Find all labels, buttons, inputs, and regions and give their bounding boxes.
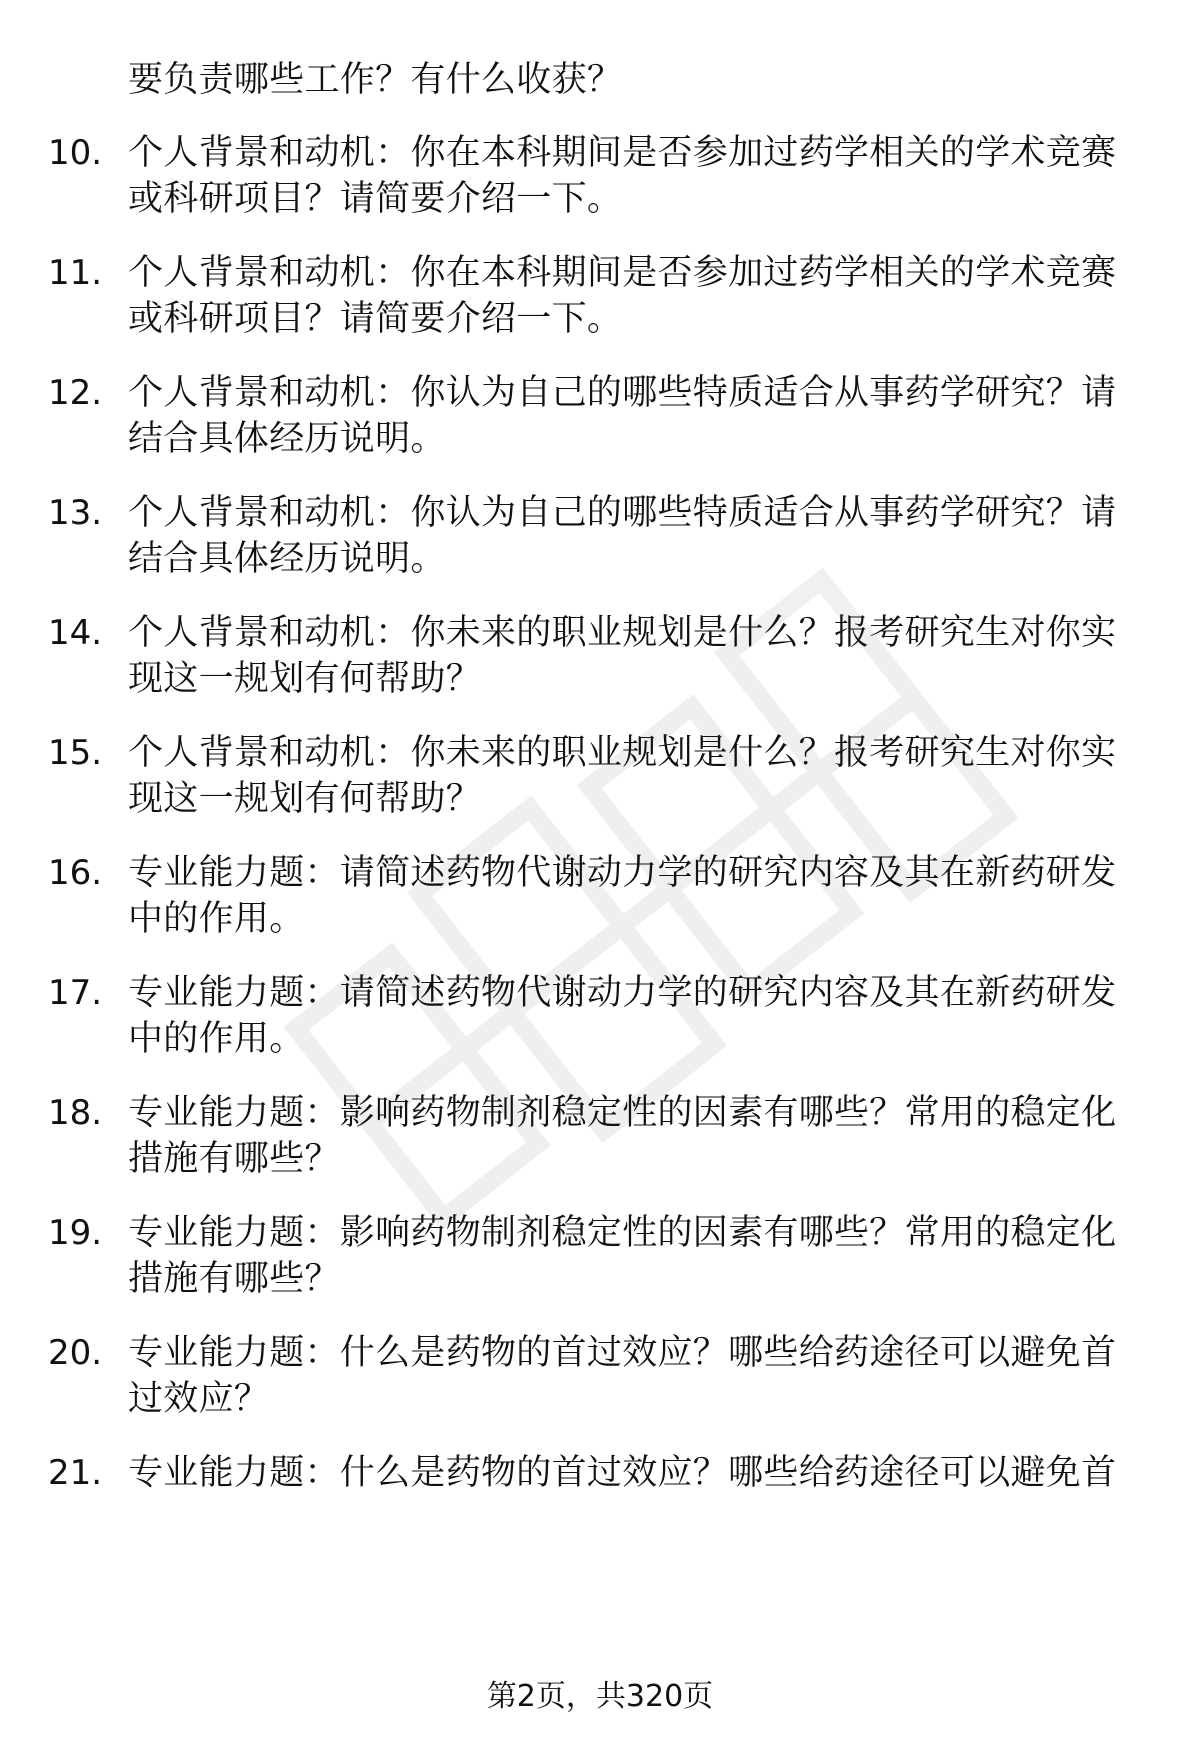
question-text-line: 个人背景和动机：你在本科期间是否参加过药学相关的学术竞赛 — [128, 133, 1117, 173]
question-text-line: 个人背景和动机：你未来的职业规划是什么？报考研究生对你实 — [128, 613, 1117, 653]
question-text-line: 中的作用。 — [128, 899, 305, 939]
question-text-line: 专业能力题：请简述药物代谢动力学的研究内容及其在新药研发 — [128, 973, 1117, 1013]
question-number: 12. — [48, 373, 103, 413]
question-text-line: 个人背景和动机：你认为自己的哪些特质适合从事药学研究？请 — [128, 493, 1117, 533]
question-text-line: 现这一规划有何帮助？ — [128, 659, 482, 699]
question-text-line: 过效应？ — [128, 1379, 270, 1419]
question-number: 21. — [48, 1453, 103, 1493]
question-text-line: 要负责哪些工作？有什么收获？ — [128, 60, 623, 100]
question-number: 10. — [48, 133, 103, 173]
question-text-line: 个人背景和动机：你认为自己的哪些特质适合从事药学研究？请 — [128, 373, 1117, 413]
question-text-line: 专业能力题：影响药物制剂稳定性的因素有哪些？常用的稳定化 — [128, 1093, 1117, 1133]
question-number: 17. — [48, 973, 103, 1013]
question-number: 19. — [48, 1213, 103, 1253]
question-text-line: 措施有哪些？ — [128, 1259, 340, 1299]
question-text-line: 专业能力题：影响药物制剂稳定性的因素有哪些？常用的稳定化 — [128, 1213, 1117, 1253]
question-text-line: 专业能力题：什么是药物的首过效应？哪些给药途径可以避免首 — [128, 1453, 1117, 1493]
question-text-line: 现这一规划有何帮助？ — [128, 779, 482, 819]
question-number: 20. — [48, 1333, 103, 1373]
question-number: 15. — [48, 733, 103, 773]
question-text-line: 个人背景和动机：你在本科期间是否参加过药学相关的学术竞赛 — [128, 253, 1117, 293]
question-text-line: 个人背景和动机：你未来的职业规划是什么？报考研究生对你实 — [128, 733, 1117, 773]
question-number: 14. — [48, 613, 103, 653]
question-text-line: 结合具体经历说明。 — [128, 419, 446, 459]
question-text-line: 措施有哪些？ — [128, 1139, 340, 1179]
question-text-line: 专业能力题：请简述药物代谢动力学的研究内容及其在新药研发 — [128, 853, 1117, 893]
question-number: 16. — [48, 853, 103, 893]
question-number: 18. — [48, 1093, 103, 1133]
question-text-line: 中的作用。 — [128, 1019, 305, 1059]
question-text-line: 专业能力题：什么是药物的首过效应？哪些给药途径可以避免首 — [128, 1333, 1117, 1373]
question-number: 11. — [48, 253, 103, 293]
question-text-line: 或科研项目？请简要介绍一下。 — [128, 299, 623, 339]
question-text-line: 或科研项目？请简要介绍一下。 — [128, 179, 623, 219]
page-footer: 第2页，共320页 — [486, 1679, 714, 1714]
question-number: 13. — [48, 493, 103, 533]
question-text-line: 结合具体经历说明。 — [128, 539, 446, 579]
